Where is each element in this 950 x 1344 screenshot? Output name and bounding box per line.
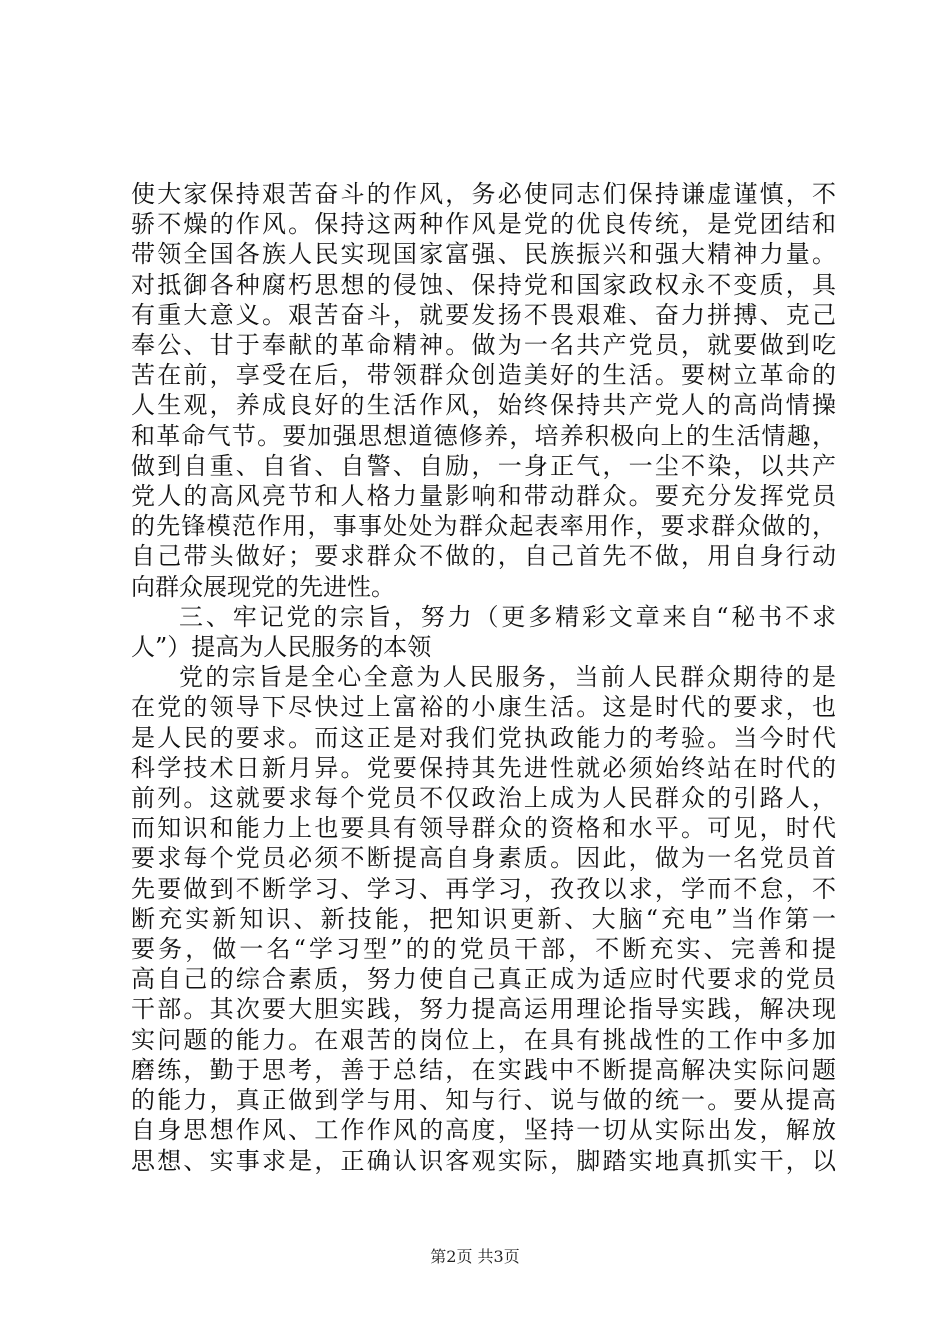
text-line: 要求每个党员必须不断提高自身素质。因此，做为一名党员首 (131, 844, 836, 873)
text-line: 和革命气节。要加强思想道德修养，培养积极向上的生活情趣， (131, 421, 836, 450)
text-line: 思想、实事求是，正确认识客观实际，脚踏实地真抓实干，以 (131, 1146, 836, 1175)
text-line: 使大家保持艰苦奋斗的作风，务必使同志们保持谦虚谨慎，不 (131, 180, 836, 208)
text-line: 在党的领导下尽快过上富裕的小康生活。这是时代的要求，也 (131, 693, 836, 722)
text-line: 实问题的能力。在艰苦的岗位上，在具有挑战性的工作中多加 (131, 1025, 836, 1054)
text-line: 有重大意义。艰苦奋斗，就要发扬不畏艰难、奋力拼搏、克己 (131, 300, 836, 329)
paragraph-start-line: 党的宗旨是全心全意为人民服务，当前人民群众期待的是 (179, 663, 836, 692)
text-line: 科学技术日新月异。党要保持其先进性就必须始终站在时代的 (131, 753, 836, 782)
page-number-footer: 第2页 共3页 (430, 1247, 520, 1266)
text-line: 自身思想作风、工作作风的高度，坚持一切从实际出发，解放 (131, 1116, 836, 1145)
text-line: 带领全国各族人民实现国家富强、民族振兴和强大精神力量。 (131, 240, 836, 269)
paragraph-end-line: 向群众展现党的先进性。 (131, 572, 395, 601)
section-heading-line: 人”）提高为人民服务的本领 (131, 633, 432, 662)
text-line: 干部。其次要大胆实践，努力提高运用理论指导实践，解决现 (131, 995, 836, 1024)
text-line: 而知识和能力上也要具有领导群众的资格和水平。可见，时代 (131, 814, 836, 843)
section-heading-line: 三、牢记党的宗旨，努力（更多精彩文章来自“秘书不求 (179, 602, 836, 631)
text-line: 对抵御各种腐朽思想的侵蚀、保持党和国家政权永不变质，具 (131, 270, 836, 299)
text-line: 磨练，勤于思考，善于总结，在实践中不断提高解决实际问题 (131, 1055, 836, 1084)
text-line: 先要做到不断学习、学习、再学习，孜孜以求，学而不怠，不 (131, 874, 836, 903)
text-line: 断充实新知识、新技能，把知识更新、大脑“充电”当作第一 (131, 904, 836, 933)
text-line: 是人民的要求。而这正是对我们党执政能力的考验。当今时代 (131, 723, 836, 752)
text-line: 做到自重、自省、自警、自励，一身正气，一尘不染，以共产 (131, 451, 836, 480)
text-line: 人生观，养成良好的生活作风，始终保持共产党人的高尚情操 (131, 391, 836, 420)
text-line: 自己带头做好；要求群众不做的，自己首先不做，用自身行动 (131, 542, 836, 571)
text-line: 的能力，真正做到学与用、知与行、说与做的统一。要从提高 (131, 1086, 836, 1115)
body-text (131, 179, 836, 1176)
text-line: 骄不燥的作风。保持这两种作风是党的优良传统，是党团结和 (131, 210, 836, 239)
text-line: 奉公、甘于奉献的革命精神。做为一名共产党员，就要做到吃 (131, 331, 836, 360)
text-line: 苦在前，享受在后，带领群众创造美好的生活。要树立革命的 (131, 361, 836, 390)
text-line: 前列。这就要求每个党员不仅政治上成为人民群众的引路人， (131, 784, 836, 813)
text-line: 党人的高风亮节和人格力量影响和带动群众。要充分发挥党员 (131, 482, 836, 511)
text-line: 的先锋模范作用，事事处处为群众起表率用作，要求群众做的， (131, 512, 836, 541)
text-line: 要务，做一名“学习型”的的党员干部，不断充实、完善和提 (131, 935, 836, 964)
text-line: 高自己的综合素质，努力使自己真正成为适应时代要求的党员 (131, 965, 836, 994)
